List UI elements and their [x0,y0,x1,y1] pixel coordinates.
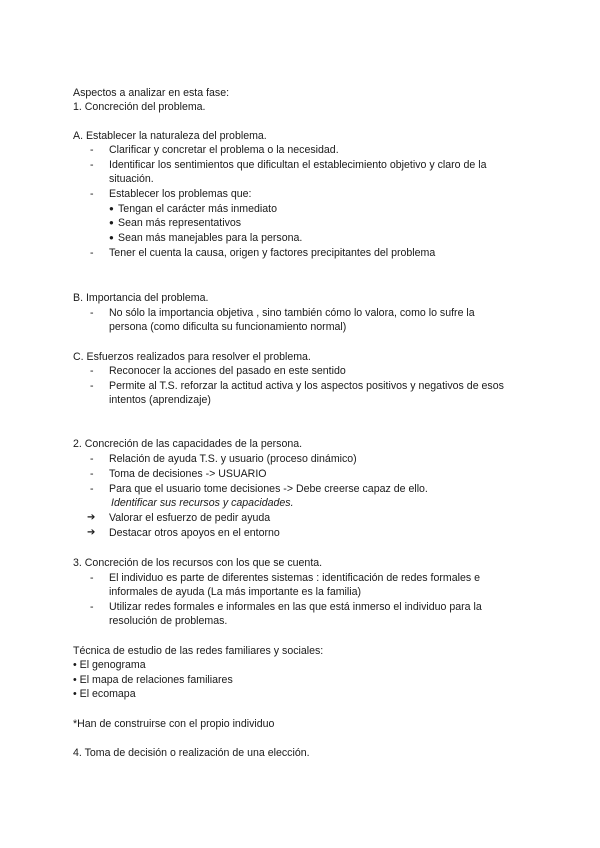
arrow-icon: ➔ [87,527,96,538]
section-b-title: B. Importancia del problema. [73,292,209,304]
section-a-title: A. Establecer la naturaleza del problema. [73,130,267,142]
tecnica-item: • El genograma [73,659,146,671]
dash-marker: - [90,483,94,495]
bullet-icon: ● [109,218,114,227]
section-a-item: Clarificar y concretar el problema o la necesidad. [109,144,339,156]
tecnica-title: Técnica de estudio de las redes familiares y sociales: [73,645,324,657]
section-a-subitem: Sean más representativos [118,217,242,229]
section-c-title: C. Esfuerzos realizados para resolver el problema. [73,351,311,363]
dash-marker: - [90,601,94,613]
footnote: *Han de construirse con el propio individuo [73,718,275,730]
section-a-subitem: Sean más manejables para la persona. [118,232,303,244]
dash-marker: - [90,144,94,156]
dash-marker: - [90,453,94,465]
section-3-item-continuation: informales de ayuda (La más importante es la familia) [109,586,362,598]
dash-marker: - [90,365,94,377]
section-3-item: El individuo es parte de diferentes sistemas : identificación de redes formales e [109,572,480,584]
section-a-item-continuation: situación. [109,173,154,185]
section-b-item-continuation: persona (como dificulta su funcionamiento normal) [109,321,347,333]
dash-marker: - [90,307,94,319]
dash-marker: - [90,247,94,259]
section-4-title: 4. Toma de decisión o realización de una elección. [73,747,310,759]
bullet-icon: ● [109,204,114,213]
section-2-item: Para que el usuario tome decisiones -> Debe creerse capaz de ello. [109,483,428,495]
section-2-arrow-item: Valorar el esfuerzo de pedir ayuda [109,512,271,524]
section-a-subitem: Tengan el carácter más inmediato [118,203,277,215]
section-c-item: Reconocer la acciones del pasado en este sentido [109,365,346,377]
dash-marker: - [90,380,94,392]
section-b-item: No sólo la importancia objetiva , sino también cómo lo valora, como lo sufre la [109,307,475,319]
section-3-item: Utilizar redes formales e informales en las que está inmerso el individuo para la [109,601,482,613]
section-2-arrow-item: Destacar otros apoyos en el entorno [109,527,280,539]
dash-marker: - [90,188,94,200]
section-a-item: Identificar los sentimientos que dificultan el establecimiento objetivo y claro de la [109,159,487,171]
section-3-item-continuation: resolución de problemas. [109,615,228,627]
section-2-title: 2. Concreción de las capacidades de la persona. [73,438,303,450]
dash-marker: - [90,572,94,584]
dash-marker: - [90,468,94,480]
section-a-item: Tener el cuenta la causa, origen y factores precipitantes del problema [109,247,436,259]
section-1-title: 1. Concreción del problema. [73,101,206,113]
section-2-item: Relación de ayuda T.S. y usuario (proceso dinámico) [109,453,357,465]
intro-heading: Aspectos a analizar en esta fase: [73,87,230,99]
section-2-italic-note: Identificar sus recursos y capacidades. [111,497,294,509]
section-a-item: Establecer los problemas que: [109,188,252,200]
tecnica-item: • El ecomapa [73,688,136,700]
section-c-item-continuation: intentos (aprendizaje) [109,394,211,406]
tecnica-item: • El mapa de relaciones familiares [73,674,233,686]
dash-marker: - [90,159,94,171]
arrow-icon: ➔ [87,512,96,523]
section-c-item: Permite al T.S. reforzar la actitud activa y los aspectos positivos y negativos de esos [109,380,504,392]
bullet-icon: ● [109,233,114,242]
section-2-item: Toma de decisiones -> USUARIO [109,468,267,480]
section-3-title: 3. Concreción de los recursos con los que se cuenta. [73,557,323,569]
